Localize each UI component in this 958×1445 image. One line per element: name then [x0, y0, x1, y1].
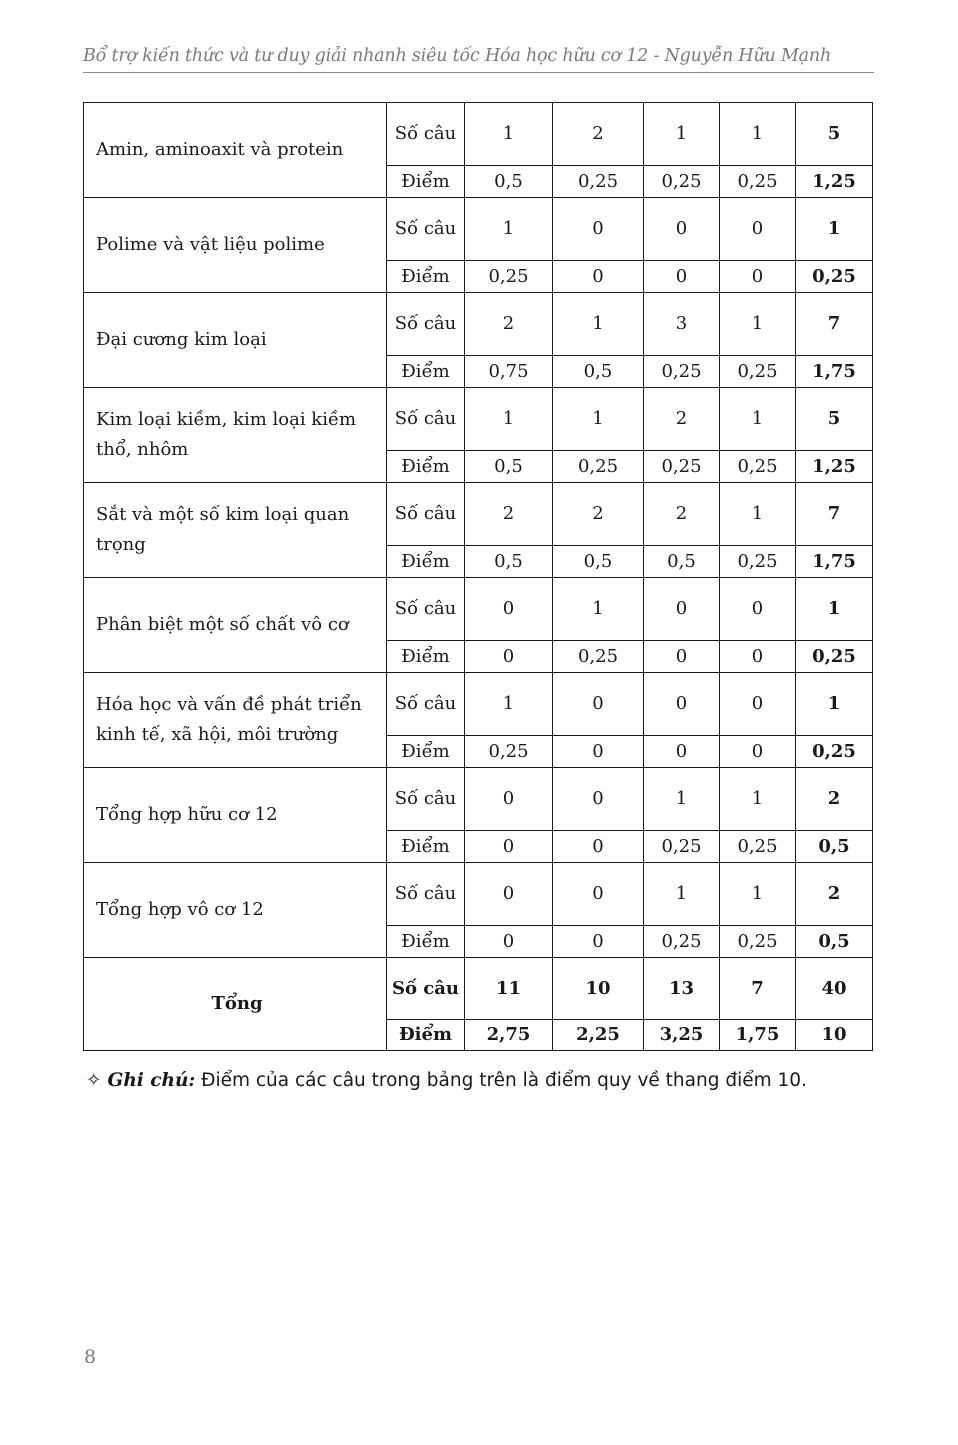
points-cell: 0,5	[553, 356, 644, 388]
question-count-label: Số câu	[387, 103, 465, 166]
question-count-cell: 0	[644, 578, 720, 641]
question-count-cell: 3	[644, 293, 720, 356]
question-count-label: Số câu	[387, 388, 465, 451]
points-label: Điểm	[387, 261, 465, 293]
points-cell: 0,25	[465, 261, 553, 293]
points-total-cell: 10	[796, 1020, 873, 1051]
points-cell: 3,25	[644, 1020, 720, 1051]
question-count-cell: 7	[720, 958, 796, 1020]
points-cell: 0	[553, 831, 644, 863]
table-row	[84, 483, 873, 546]
points-cell: 0	[644, 641, 720, 673]
question-count-cell: 0	[465, 768, 553, 831]
table-row	[84, 388, 873, 451]
points-total-cell: 0,25	[796, 261, 873, 293]
question-count-cell: 0	[553, 673, 644, 736]
points-cell: 0	[465, 926, 553, 958]
points-cell: 0	[553, 261, 644, 293]
points-cell: 0	[465, 641, 553, 673]
question-count-cell: 1	[465, 673, 553, 736]
points-cell: 0	[720, 261, 796, 293]
table-row	[84, 863, 873, 926]
question-count-cell: 1	[553, 388, 644, 451]
question-total-cell: 1	[796, 673, 873, 736]
question-count-label: Số câu	[387, 198, 465, 261]
points-total-cell: 1,75	[796, 546, 873, 578]
question-count-cell: 0	[465, 578, 553, 641]
header-divider	[83, 72, 874, 73]
table-row	[84, 673, 873, 736]
points-cell: 0	[720, 736, 796, 768]
points-total-cell: 0,5	[796, 926, 873, 958]
points-cell: 0,5	[644, 546, 720, 578]
points-cell: 0,25	[720, 451, 796, 483]
points-total-cell: 0,5	[796, 831, 873, 863]
question-count-cell: 0	[553, 863, 644, 926]
points-cell: 0,25	[720, 166, 796, 198]
question-total-cell: 40	[796, 958, 873, 1020]
points-label: Điểm	[387, 736, 465, 768]
question-count-label: Số câu	[387, 293, 465, 356]
question-count-label: Số câu	[387, 578, 465, 641]
question-count-cell: 2	[465, 293, 553, 356]
question-count-label: Số câu	[387, 958, 465, 1020]
table-body	[84, 103, 873, 1051]
points-total-cell: 1,25	[796, 451, 873, 483]
question-count-cell: 2	[644, 483, 720, 546]
points-cell: 0,25	[720, 831, 796, 863]
question-count-cell: 0	[644, 673, 720, 736]
points-cell: 0,25	[644, 166, 720, 198]
question-count-cell: 0	[553, 198, 644, 261]
question-count-cell: 1	[644, 863, 720, 926]
points-cell: 0	[644, 261, 720, 293]
question-count-cell: 1	[720, 293, 796, 356]
points-total-cell: 0,25	[796, 736, 873, 768]
topic-cell: Phân biệt một số chất vô cơ	[84, 578, 387, 673]
question-count-cell: 10	[553, 958, 644, 1020]
points-cell: 0,5	[465, 166, 553, 198]
question-count-cell: 1	[720, 103, 796, 166]
points-cell: 0	[553, 926, 644, 958]
question-count-cell: 0	[720, 673, 796, 736]
question-count-cell: 1	[720, 483, 796, 546]
question-count-label: Số câu	[387, 768, 465, 831]
question-count-cell: 0	[644, 198, 720, 261]
note-text: Điểm của các câu trong bảng trên là điểm quy về thang điểm 10.	[195, 1070, 807, 1091]
topic-cell: Polime và vật liệu polime	[84, 198, 387, 293]
question-count-cell: 1	[553, 578, 644, 641]
points-cell: 0	[720, 641, 796, 673]
question-count-cell: 2	[553, 483, 644, 546]
question-count-cell: 0	[720, 578, 796, 641]
question-count-label: Số câu	[387, 863, 465, 926]
points-cell: 0,25	[644, 831, 720, 863]
question-count-cell: 2	[465, 483, 553, 546]
points-cell: 2,25	[553, 1020, 644, 1051]
points-label: Điểm	[387, 926, 465, 958]
topic-cell: Kim loại kiềm, kim loại kiềm thổ, nhôm	[84, 388, 387, 483]
question-count-cell: 2	[553, 103, 644, 166]
question-total-cell: 7	[796, 483, 873, 546]
table-row	[84, 768, 873, 831]
question-count-label: Số câu	[387, 673, 465, 736]
points-total-cell: 0,25	[796, 641, 873, 673]
question-count-cell: 1	[465, 198, 553, 261]
question-count-cell: 1	[720, 863, 796, 926]
points-label: Điểm	[387, 1020, 465, 1051]
topic-cell: Đại cương kim loại	[84, 293, 387, 388]
points-cell: 0,25	[720, 356, 796, 388]
question-total-cell: 7	[796, 293, 873, 356]
points-cell: 0,25	[553, 641, 644, 673]
topic-cell: Tổng hợp vô cơ 12	[84, 863, 387, 958]
note-label: Ghi chú:	[107, 1070, 196, 1091]
table-row	[84, 198, 873, 261]
question-count-cell: 0	[465, 863, 553, 926]
question-total-cell: 5	[796, 388, 873, 451]
question-count-cell: 1	[720, 388, 796, 451]
points-cell: 0,25	[644, 451, 720, 483]
points-label: Điểm	[387, 546, 465, 578]
points-label: Điểm	[387, 451, 465, 483]
topic-cell: Amin, aminoaxit và protein	[84, 103, 387, 198]
points-cell: 0	[644, 736, 720, 768]
question-count-label: Số câu	[387, 483, 465, 546]
points-label: Điểm	[387, 356, 465, 388]
points-cell: 0,25	[720, 546, 796, 578]
table-row	[84, 293, 873, 356]
points-cell: 0	[465, 831, 553, 863]
topic-cell: Hóa học và vấn đề phát triển kinh tế, xã hội, môi trường	[84, 673, 387, 768]
points-cell: 0,25	[720, 926, 796, 958]
points-cell: 0,25	[644, 926, 720, 958]
score-distribution-table	[83, 102, 873, 1051]
question-count-cell: 1	[720, 768, 796, 831]
points-total-cell: 1,75	[796, 356, 873, 388]
total-label: Tổng	[84, 958, 387, 1051]
running-header: Bổ trợ kiến thức và tư duy giải nhanh siêu tốc Hóa học hữu cơ 12 - Nguyễn Hữu Mạnh	[83, 46, 832, 66]
question-total-cell: 5	[796, 103, 873, 166]
table-row	[84, 103, 873, 166]
question-total-cell: 2	[796, 863, 873, 926]
topic-cell: Tổng hợp hữu cơ 12	[84, 768, 387, 863]
points-cell: 0	[553, 736, 644, 768]
points-label: Điểm	[387, 641, 465, 673]
question-count-cell: 13	[644, 958, 720, 1020]
question-count-cell: 0	[553, 768, 644, 831]
points-cell: 0,25	[465, 736, 553, 768]
question-total-cell: 1	[796, 578, 873, 641]
topic-cell: Sắt và một số kim loại quan trọng	[84, 483, 387, 578]
question-count-cell: 11	[465, 958, 553, 1020]
points-cell: 0,5	[465, 546, 553, 578]
points-cell: 0,25	[553, 451, 644, 483]
page-number: 8	[84, 1346, 97, 1368]
points-cell: 0,25	[644, 356, 720, 388]
question-count-cell: 1	[644, 103, 720, 166]
note	[86, 1070, 807, 1091]
points-cell: 2,75	[465, 1020, 553, 1051]
points-label: Điểm	[387, 831, 465, 863]
table-row	[84, 578, 873, 641]
points-cell: 1,75	[720, 1020, 796, 1051]
question-count-cell: 1	[465, 103, 553, 166]
points-cell: 0,25	[553, 166, 644, 198]
question-count-cell: 1	[644, 768, 720, 831]
question-count-cell: 1	[465, 388, 553, 451]
question-total-cell: 1	[796, 198, 873, 261]
points-label: Điểm	[387, 166, 465, 198]
diamond-bullet-icon: ✧	[86, 1070, 102, 1091]
question-count-cell: 2	[644, 388, 720, 451]
question-count-cell: 0	[720, 198, 796, 261]
points-cell: 0,75	[465, 356, 553, 388]
question-total-cell: 2	[796, 768, 873, 831]
question-count-cell: 1	[553, 293, 644, 356]
total-question-row	[84, 958, 873, 1020]
points-cell: 0,5	[465, 451, 553, 483]
points-total-cell: 1,25	[796, 166, 873, 198]
points-cell: 0,5	[553, 546, 644, 578]
